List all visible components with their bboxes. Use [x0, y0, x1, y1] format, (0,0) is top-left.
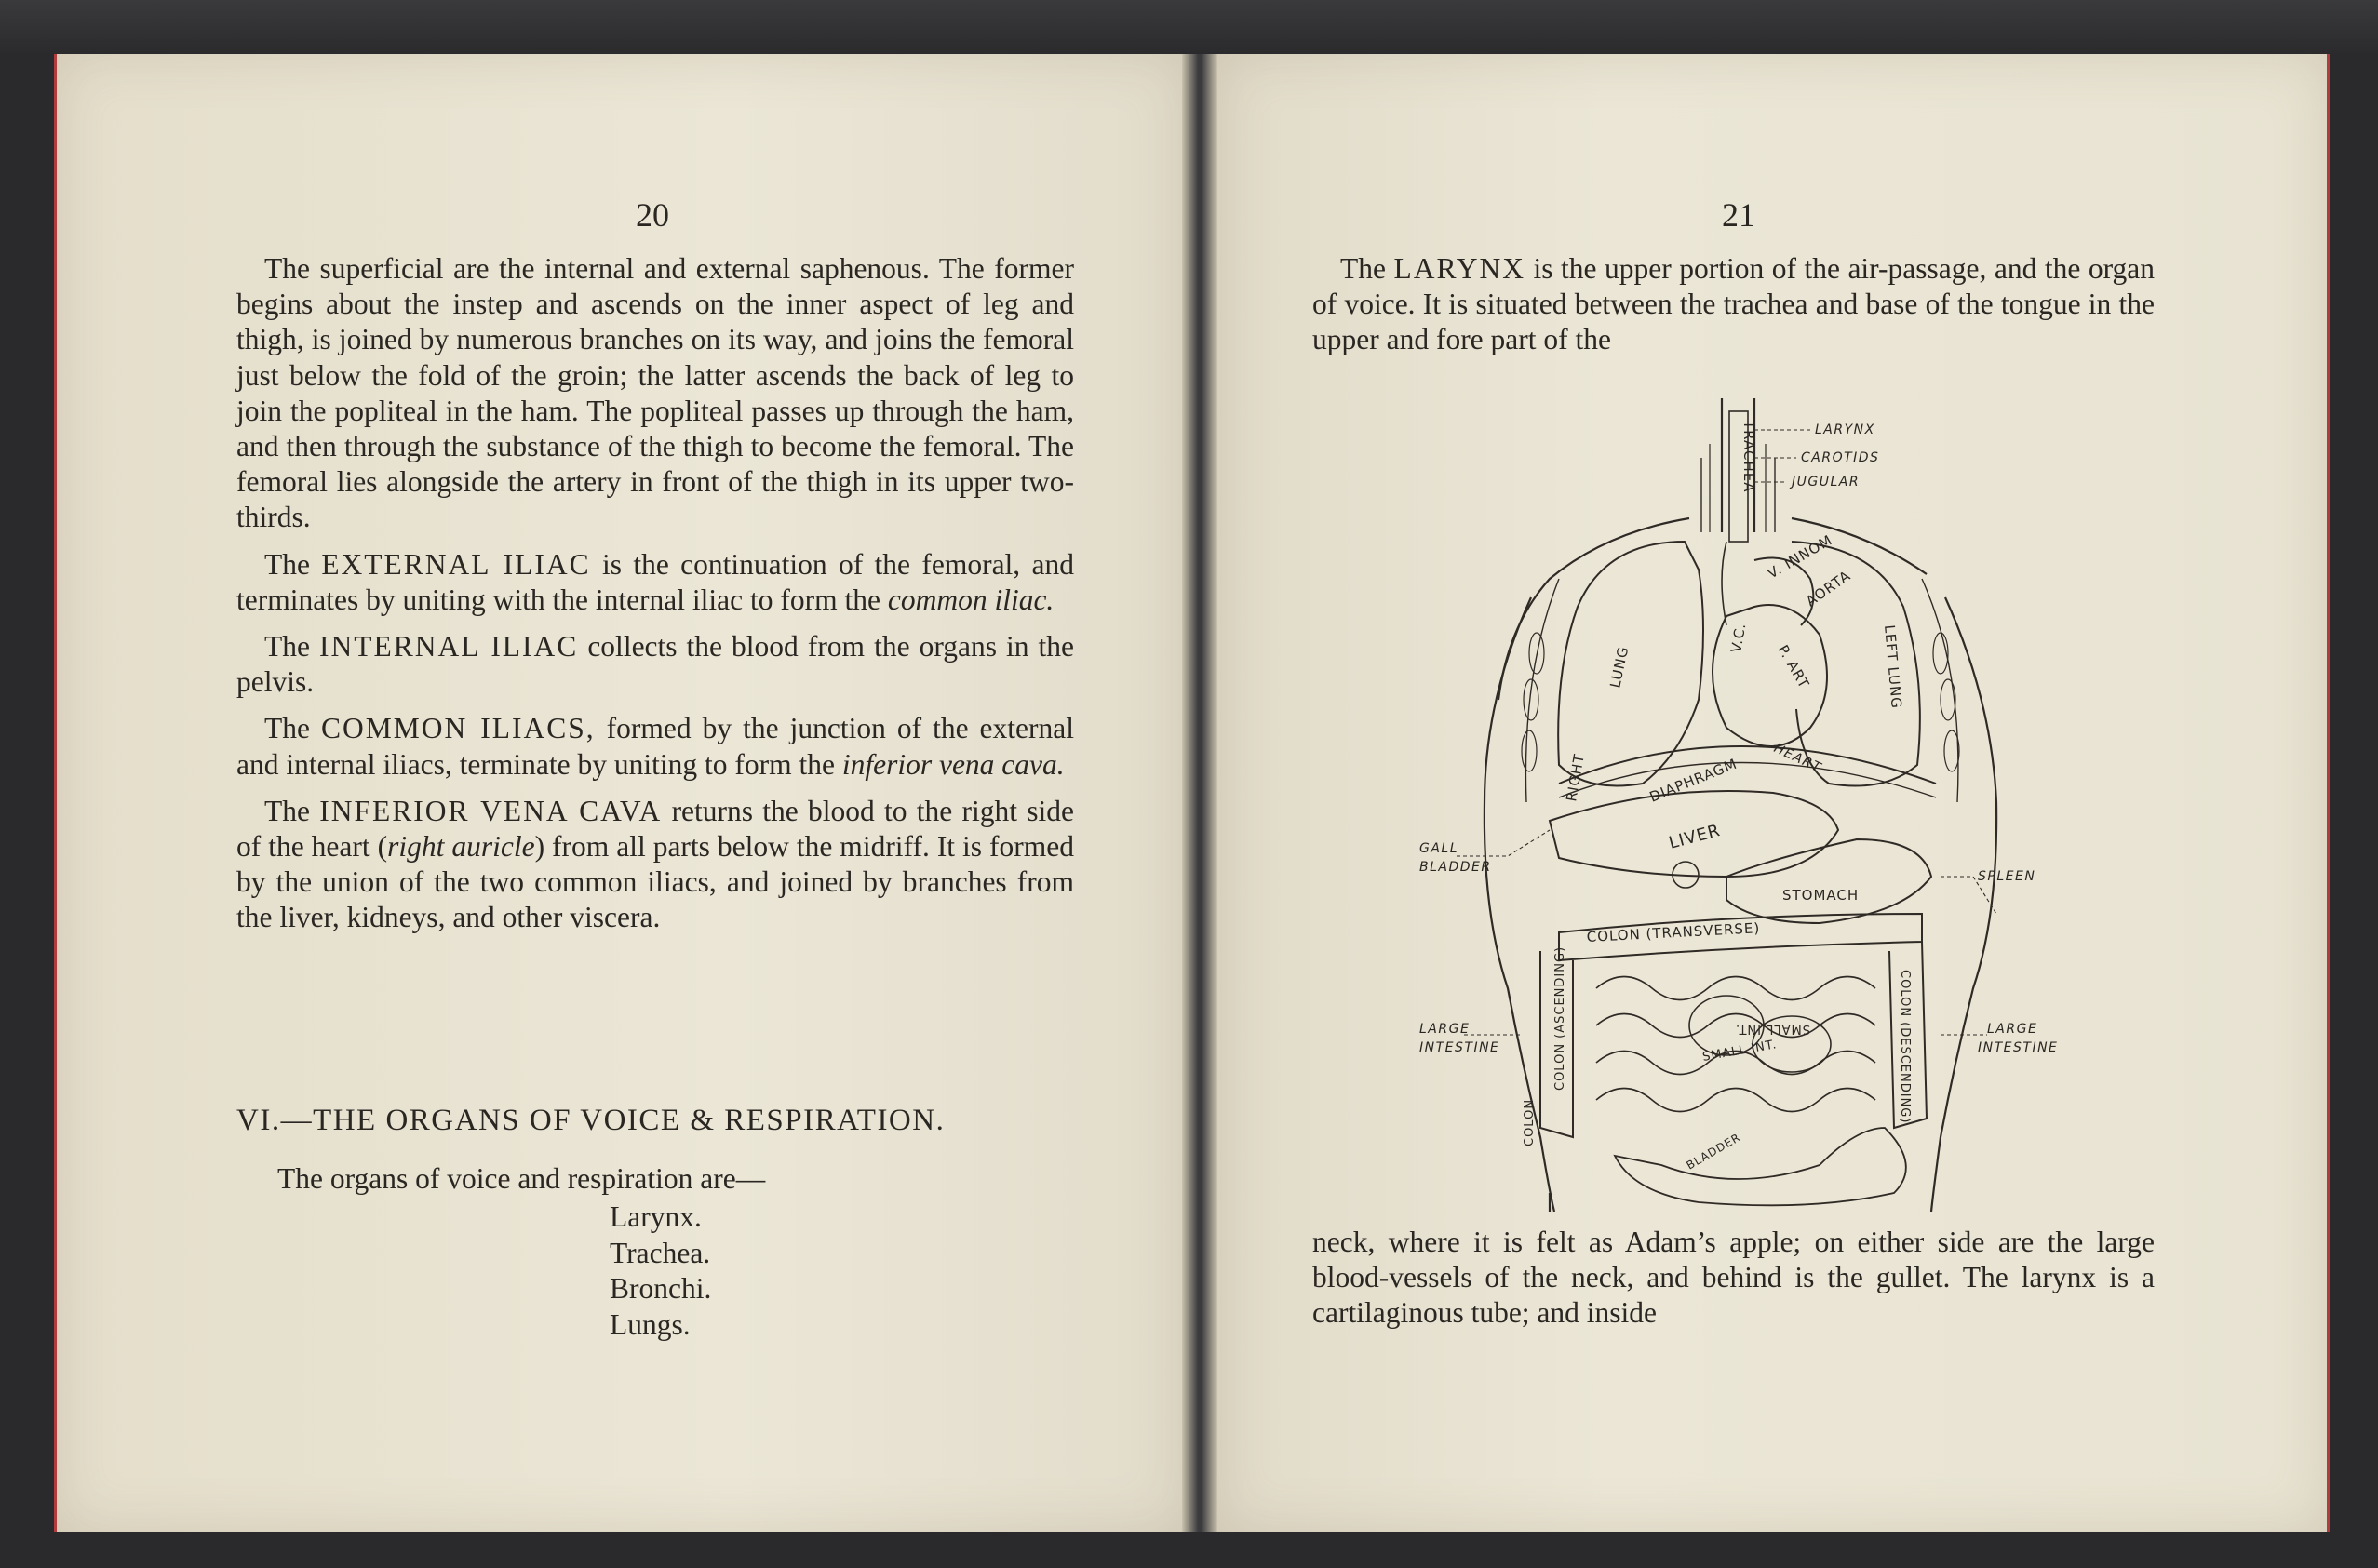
label-colon: COLON — [1523, 1098, 1537, 1146]
label-colon-ascending: COLON (ASCENDING) — [1553, 945, 1567, 1091]
paragraph-neck: neck, where it is felt as Adam’s apple; on either side are the large blood-vessels of the neck, and behind is the gullet. The larynx is a cartilaginous tube; and inside — [1312, 1226, 2155, 1330]
paragraph-common-iliacs: The COMMON ILIACS, formed by the junction of the external and internal iliacs, terminate by uniting to form the inferior vena cava. — [236, 712, 1074, 781]
label-v-innom: V. INNOM — [1765, 531, 1836, 583]
paragraph-inferior-vena-cava: The INFERIOR VENA CAVA returns the blood to the right side of the heart (right auricle) from all parts below the midriff. It is formed by the union of the two common iliacs, and joined by branches from the liver, kidneys, and other viscera. — [236, 794, 1074, 934]
right-bottom-text — [1312, 1225, 2155, 1332]
label-heart: HEART — [1771, 741, 1824, 776]
label-diaphragm: DIAPHRAGM — [1646, 755, 1740, 806]
list-item: Larynx. — [610, 1200, 702, 1233]
label-colon-transverse: COLON (TRANSVERSE) — [1586, 919, 1761, 945]
label-liver: LIVER — [1666, 820, 1723, 853]
paragraph-external-iliac: The EXTERNAL ILIAC is the continuation of the femoral, and terminates by uniting with the internal iliac to form the common iliac. — [236, 547, 1074, 616]
paragraph-larynx: The LARYNX is the upper portion of the air-passage, and the organ of voice. It is situated between the trachea and base of the tongue in the upper and fore part of the — [1312, 252, 2155, 356]
list-item: Bronchi. — [610, 1272, 712, 1305]
list-item: Trachea. — [610, 1236, 711, 1269]
section-heading: VI.—THE ORGANS OF VOICE & RESPIRATION. — [236, 1104, 946, 1137]
right-top-text — [1312, 251, 2155, 358]
label-larynx: LARYNX — [1815, 422, 1875, 437]
label-intestine-left: INTESTINE — [1419, 1040, 1500, 1055]
label-bladder: BLADDER — [1684, 1131, 1743, 1173]
label-spleen: SPLEEN — [1978, 869, 2036, 884]
label-stomach: STOMACH — [1782, 887, 1860, 904]
label-gall: GALL — [1419, 841, 1459, 856]
label-gall-bladder: BLADDER — [1419, 860, 1492, 875]
label-vc: V.C. — [1727, 621, 1750, 654]
anatomical-figure — [1419, 393, 2080, 1212]
label-p-art: P. ART — [1774, 642, 1813, 692]
label-carotids: CAROTIDS — [1801, 450, 1880, 465]
left-body-text — [236, 251, 1074, 936]
paragraph-saphenous: The superficial are the internal and external saphenous. The former begins about the instep and ascends on the inner aspect of leg and thigh, is joined by numerous branches on its way, and joins the femoral just below the fold of the groin; the latter ascends the back of leg to join the popliteal in the ham. The popliteal passes up through the ham, and then through the substance of the thigh to become the femoral. The femoral lies alongside the artery in front of the thigh in its upper two-thirds. — [236, 252, 1074, 534]
label-left-lung: LEFT LUNG — [1881, 623, 1905, 710]
label-colon-descending: COLON (DESCENDING) — [1898, 970, 1912, 1124]
organs-list — [610, 1199, 711, 1343]
label-jugular: JUGULAR — [1792, 475, 1861, 489]
page-number-right: 21 — [1722, 196, 1755, 234]
label-intestine-right: INTESTINE — [1978, 1040, 2059, 1055]
label-right-lung: RIGHT — [1563, 752, 1588, 803]
torso-illustration — [1419, 393, 2080, 1212]
page-number-left: 20 — [636, 196, 669, 234]
book-gutter — [1182, 54, 1217, 1532]
label-aorta: AORTA — [1802, 567, 1854, 610]
label-lung: LUNG — [1606, 644, 1632, 690]
label-trachea: TRACHEA — [1740, 421, 1757, 493]
label-small-int: SMALL INT. — [1701, 1038, 1779, 1065]
label-large-right: LARGE — [1987, 1022, 2038, 1037]
list-item: Lungs. — [610, 1307, 691, 1341]
label-large-left: LARGE — [1419, 1022, 1471, 1037]
label-small-int-inverted: SMALL INT. — [1734, 1022, 1810, 1036]
paragraph-internal-iliac: The INTERNAL ILIAC collects the blood from the organs in the pelvis. — [236, 630, 1075, 699]
organs-intro: The organs of voice and respiration are— — [277, 1162, 766, 1195]
